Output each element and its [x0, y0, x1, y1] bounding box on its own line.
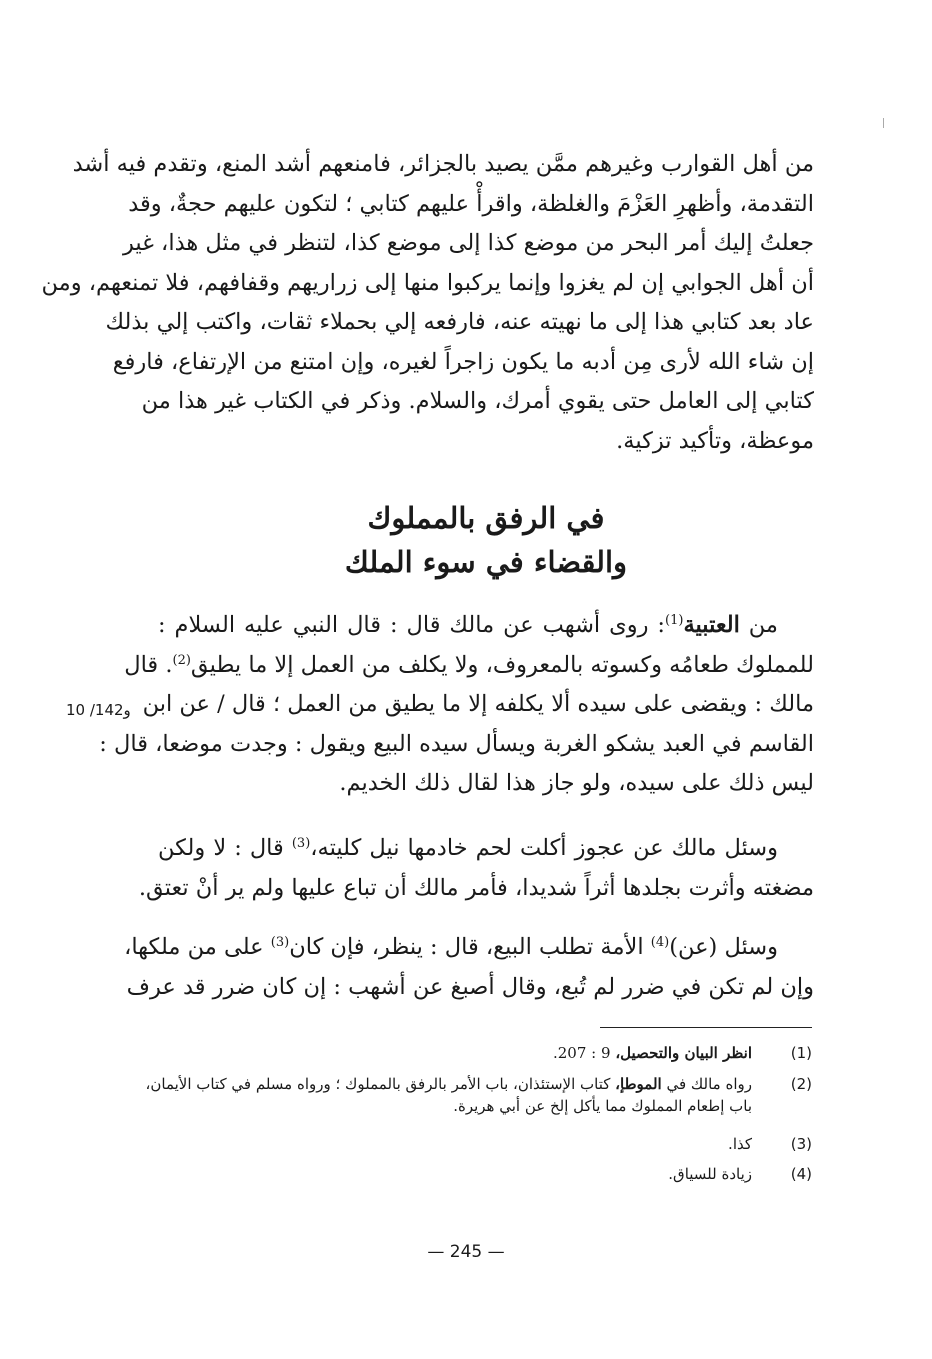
text-line: إن شاء الله لأرى مِن أدبه ما يكون زاجراً لغيره، وإن امتنع من الإرتفاع، فارفع	[112, 348, 814, 375]
line-end: على من ملكها،	[124, 934, 271, 960]
scan-mark	[883, 118, 884, 128]
text-line	[124, 928, 814, 968]
footnote-text: زيادة للسياق.	[668, 1165, 752, 1183]
text-line: ليس ذلك على سيده، ولو جاز هذا لقال ذلك الخديم.	[339, 770, 814, 796]
text-line: أن أهل الجوابي إن لم يغزوا وإنما يركبوا منها إلى زراريهم وقفافهم، فلا تمنعهم، ومن	[41, 269, 814, 296]
footnote-4	[132, 1163, 812, 1185]
manuscript-folio-note: 10 /142و	[66, 701, 131, 719]
lead-prefix: من	[739, 612, 778, 638]
line-end: . قال	[124, 651, 173, 678]
footnote-separator	[600, 1027, 812, 1028]
paragraph-3-text	[138, 829, 814, 908]
section-heading	[158, 496, 814, 584]
footnote-ref: (4)	[650, 935, 670, 950]
footnote-number: (3)	[790, 1135, 812, 1153]
footnote-ref: (1)	[665, 613, 684, 628]
footnote-ref: (3)	[291, 836, 311, 851]
text-line	[124, 646, 814, 686]
text-line: كتابي إلى العامل حتى يقوي أمرك، والسلام. وذكر في الكتاب غير هذا من	[141, 388, 814, 414]
text-line: من أهل القوارب وغيرهم ممَّن يصيد بالجزائر، فامنعهم أشد المنع، وتقدم فيه أشد	[72, 151, 814, 177]
footnote-ref: (2)	[172, 652, 191, 668]
line-end: قال : لا ولكن	[158, 835, 292, 861]
text-line: مالك : ويقضى على سيده ألا يكلفه إلا ما يطيق من العمل ؛ قال / عن ابن	[142, 691, 814, 717]
paragraph-3	[138, 829, 814, 908]
footnote-number: (1)	[790, 1044, 812, 1062]
text-line: القاسم في العبد يشكو الغربة ويسأل سيده البيع ويقول : وجدت موضعا، قال :	[99, 730, 814, 757]
text-line: مضغته وأثرت بجلدها أثراً شديدا، فأمر مالك أن تباع عليها ولم ير أنْ تعتق.	[138, 874, 814, 901]
footnote-number: (2)	[790, 1075, 812, 1093]
text-line: موعظة، وتأكيد تزكية.	[616, 427, 814, 454]
paragraph-4-text	[124, 928, 814, 1007]
text-line: جعلتُ إليك أمر البحر من موضع كذا إلى موضع كذا، لتنظر في مثل هذا، غير	[122, 230, 814, 256]
text-line: التقدمة، وأظهرِ العَزْمَ والغلظة، واقرأْ عليهم كتابي ؛ لتكون عليهم حجةٌ، وقد	[128, 190, 814, 217]
line-rest: : روى أشهب عن مالك قال : قال النبي عليه السلام :	[158, 612, 666, 638]
line-text: للمملوك طعامُه وكسوته بالمعروف، ولا يكلف من العمل إلا ما يطيق	[190, 651, 814, 678]
footnote-1	[132, 1042, 812, 1064]
text-line	[158, 829, 814, 869]
footnote-3	[132, 1133, 812, 1155]
footnote-number: (4)	[790, 1165, 812, 1183]
footnote-ref: (3)	[270, 935, 290, 950]
heading-line-2: والقضاء في سوء الملك	[344, 545, 628, 579]
footnote-bold: الموطإ،	[615, 1075, 662, 1093]
footnote-text: رواه مالك في	[661, 1075, 752, 1093]
footnote-text: 9 : 207.	[552, 1044, 616, 1062]
text-line: وإن لم تكن في ضرر لم تُبع، وقال أصبغ عن أشهب : إن كان ضرر قد عرف	[126, 973, 814, 1000]
line-text: الأمة تطلب البيع، قال : ينظر، فإن كان	[289, 934, 651, 960]
text-line	[158, 606, 814, 646]
line-text: وسئل مالك عن عجوز أكلت لحم خادمها نيل كليته،	[310, 835, 778, 861]
text-line: عاد بعد كتابي هذا إلى ما نهيته عنه، فارفعه إلي بحملاء ثقات، واكتب إلي بذلك	[105, 309, 814, 335]
paragraph-2-text	[99, 606, 814, 804]
footnote-2	[112, 1073, 812, 1117]
footnote-continuation: باب إطعام المملوك مما يأكل إلخ عن أبي هريرة.	[453, 1097, 752, 1115]
paragraph-4	[124, 928, 814, 1007]
page-number: — 245 —	[427, 1242, 505, 1262]
heading-line-1: في الرفق بالمملوك	[367, 501, 605, 535]
footnote-text: كتاب الإستئذان، باب الأمر بالرفق بالمملوك ؛ ورواه مسلم في كتاب الأيمان،	[145, 1075, 616, 1093]
paragraph-1-text	[41, 145, 814, 461]
source-title: العتبية	[683, 612, 740, 638]
footnote-bold: انظر البيان والتحصيل،	[615, 1044, 752, 1062]
paragraph-2	[99, 606, 814, 804]
footnote-text: كذا.	[728, 1135, 752, 1153]
paragraph-1	[41, 145, 814, 461]
line-text: وسئل (عن)	[669, 934, 778, 960]
